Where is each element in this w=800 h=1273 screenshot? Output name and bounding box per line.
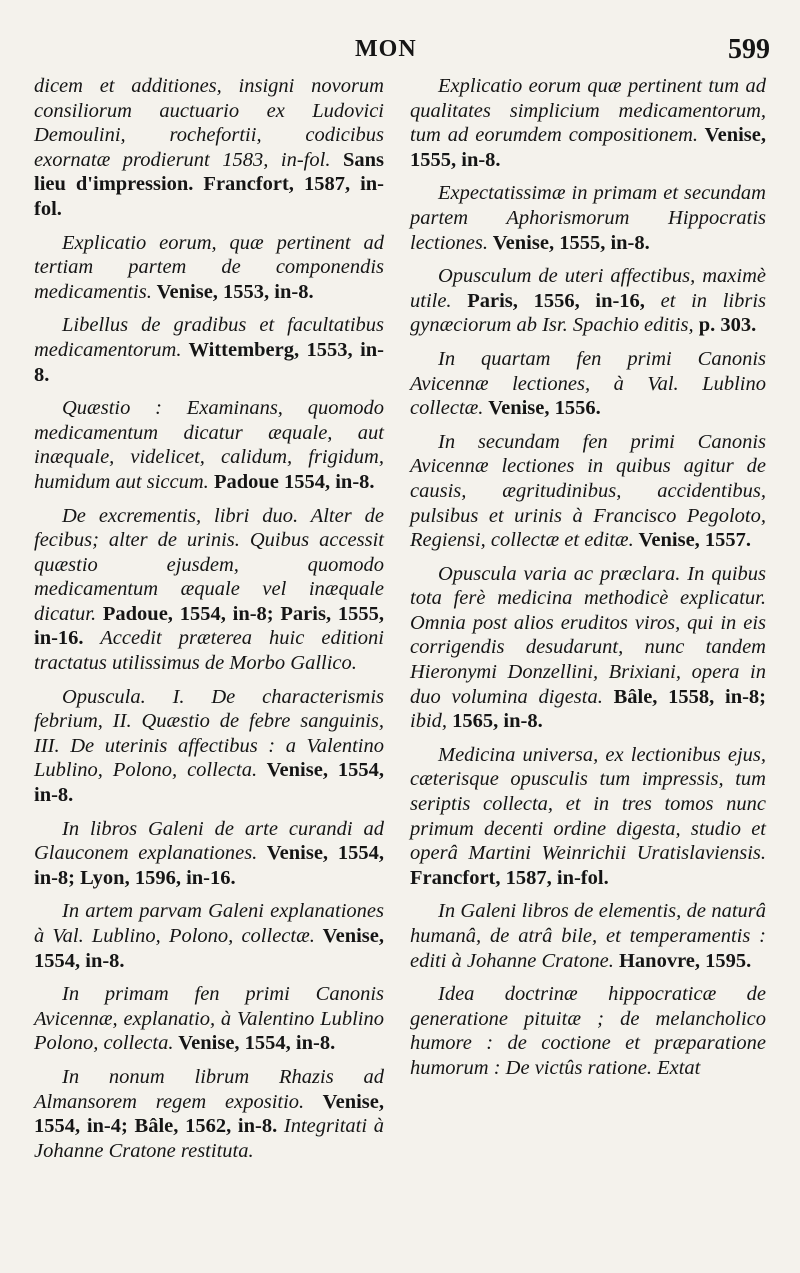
bibliography-entry: Medicina universa, ex lectionibus ejus, cæterisque opusculis tum impressis, tum seriptis collecta, et in tres tomos nunc primum decenti ordine digesta, studio et operâ Martini Weinrichii Uratislaviensis. Francfort, 1587, in-fol. — [410, 743, 766, 889]
bibliography-entry: In artem parvam Galeni explanationes à Val. Lublino, Polono, collectæ. Venise, 1554, in-8. — [34, 900, 384, 972]
bibliography-entry: Idea doctrinæ hippocraticæ de generatione pituitæ ; de melancholico humore : de coctione et præparatione humorum : De victûs ratione. Extat — [410, 983, 766, 1079]
bibliography-entry: Libellus de gradibus et facultatibus medicamentorum. Wittemberg, 1553, in-8. — [34, 314, 384, 386]
bibliography-entry: In nonum librum Rhazis ad Almansorem regem expositio. Venise, 1554, in-4; Bâle, 1562, in-8. Integritati à Johanne Cratone restituta. — [34, 1065, 384, 1162]
page-number: 599 — [728, 34, 770, 65]
left-column — [34, 74, 384, 1172]
bibliography-entry: Explicatio eorum, quæ pertinent ad tertiam partem de componendis medicamentis. Venise, 1553, in-8. — [34, 231, 384, 303]
bibliography-entry: Quæstio : Examinans, quomodo medicamentum dicatur æquale, aut inæquale, videlicet, calidum, frigidum, humidum aut siccum. Padoue 1554, in-8. — [34, 397, 384, 493]
running-head: MON — [355, 36, 417, 62]
bibliography-entry: Opusculum de uteri affectibus, maximè utile. Paris, 1556, in-16, et in libris gynæciorum ab Isr. Spachio editis, p. 303. — [410, 265, 766, 337]
bibliography-entry: Explicatio eorum quæ pertinent tum ad qualitates simplicium medicamentorum, tum ad eorumdem compositionem. Venise, 1555, in-8. — [410, 75, 767, 171]
bibliography-entry: Opuscula. I. De characterismis febrium, II. Quæstio de febre sanguinis, III. De uterinis affectibus : a Valentino Lublino, Polono, collecta. Venise, 1554, in-8. — [34, 685, 384, 807]
page-header — [0, 34, 800, 70]
bibliography-entry: In secundam fen primi Canonis Avicennæ lectiones in quibus agitur de causis, ægritudinibus, accidentibus, pulsibus et urinis à Francisco Pegoloto, Regiensi, collectæ et editæ. Venise, 1557. — [410, 430, 766, 552]
bibliography-entry: In quartam fen primi Canonis Avicennæ lectiones, à Val. Lublino collectæ. Venise, 1556. — [410, 347, 766, 420]
bibliography-entry: In libros Galeni de arte curandi ad Glauconem explanationes. Venise, 1554, in-8; Lyon, 1596, in-16. — [34, 817, 384, 889]
bibliography-entry: Opuscula varia ac præclara. In quibus tota ferè medicina methodicè explicatur. Omnia post alios eruditos viros, qui in eis corrigendis desudarunt, nunc tandem Hieronymi Donzellini, Brixiani, opera in duo volumina digesta. Bâle, 1558, in-8; ibid, 1565, in-8. — [410, 562, 766, 733]
bibliography-entry: De excrementis, libri duo. Alter de fecibus; alter de urinis. Quibus accessit quæstio ejusdem, quomodo medicamentum æquale vel inæquale dicatur. Padoue, 1554, in-8; Paris, 1555, in-16. Accedit præterea huic editioni tractatus utilissimus de Morbo Gallico. — [34, 504, 384, 675]
bibliography-entry: In primam fen primi Canonis Avicennæ, explanatio, à Valentino Lublino Polono, collecta. Venise, 1554, in-8. — [34, 983, 384, 1055]
bibliography-entry: dicem et additiones, insigni novorum consiliorum auctuario ex Ludovici Demoulini, rochefortii, codicibus exornatæ prodierunt 1583, in-fol. Sans lieu d'impression. Francfort, 1587, in-fol. — [34, 75, 384, 220]
right-column — [410, 74, 766, 1090]
bibliography-entry: In Galeni libros de elementis, de naturâ humanâ, de atrâ bile, et temperamentis : editi à Johanne Cratone. Hanovre, 1595. — [410, 900, 766, 972]
bibliography-entry: Expectatissimæ in primam et secundam partem Aphorismorum Hippocratis lectiones. Venise, 1555, in-8. — [410, 182, 766, 254]
